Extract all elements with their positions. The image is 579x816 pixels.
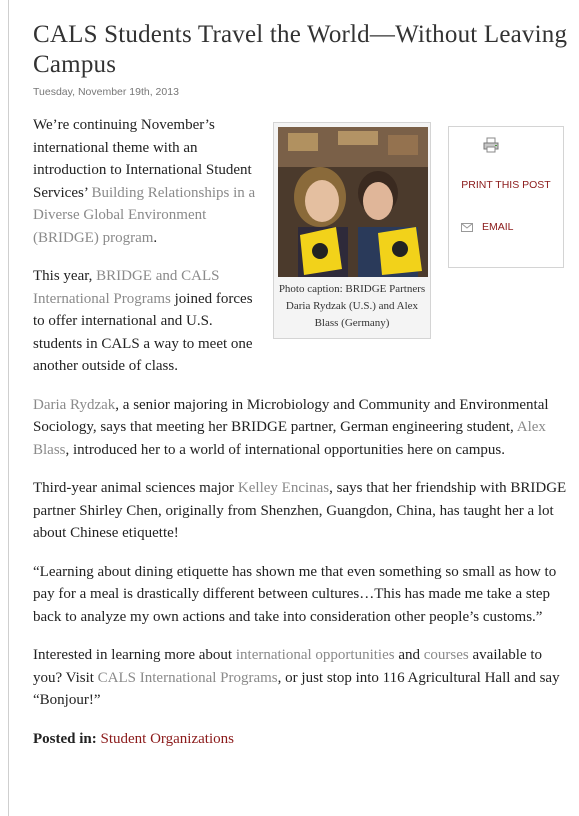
paragraph-6: [33, 644, 568, 712]
article-body: [33, 114, 568, 750]
p2-text-1: This year,: [33, 268, 97, 284]
courses-link[interactable]: courses: [423, 647, 469, 663]
daria-rydzak-link[interactable]: Daria Rydzak: [33, 396, 116, 413]
photo-figure: [273, 122, 431, 339]
international-opportunities-link[interactable]: international opportunities: [235, 647, 395, 663]
p1-text-2: .: [153, 229, 158, 246]
students-photo: [278, 127, 428, 277]
category-link[interactable]: Student Organizations: [100, 730, 234, 747]
p3-text-1: , a senior majoring in Microbiology and Community and Environmental Sociology, says that meeting her BRIDGE partner, German engineering student,: [33, 396, 549, 435]
p2-text-2: joined forces to offer international and U.S. students in CALS a way to meet one another outside of class.: [33, 290, 253, 374]
alex-blass-link[interactable]: Alex Blass: [33, 419, 546, 458]
students-photo-illustration: [278, 127, 428, 277]
posted-in: [33, 728, 568, 750]
photo-caption: Photo caption: BRIDGE Partners Daria Rydzak (U.S.) and Alex Blass (Germany): [278, 283, 426, 329]
p6-text-4: , or just stop into 116 Agricultural Hall and say “Bonjour!”: [33, 669, 560, 708]
paragraph-3: [33, 394, 568, 462]
article-title: CALS Students Travel the World—Without Leaving Campus: [33, 21, 568, 78]
left-border-rule: [8, 0, 9, 816]
p4-text-1: Third-year animal sciences major: [33, 480, 238, 496]
kelley-encinas-link[interactable]: Kelley Encinas: [237, 480, 330, 496]
bridge-cals-link[interactable]: BRIDGE and CALS International Programs: [33, 268, 220, 307]
p3-text-2: , introduced her to a world of international opportunities here on campus.: [65, 441, 505, 458]
paragraph-4: [33, 477, 568, 545]
p6-text-3: available to you? Visit: [33, 647, 543, 686]
p6-text-1: Interested in learning more about: [33, 647, 236, 663]
posted-in-label: Posted in:: [33, 730, 97, 747]
post-date: Tuesday, November 19th, 2013: [33, 86, 179, 98]
p6-text-2: and: [394, 647, 424, 663]
quote-paragraph: “Learning about dining etiquette has shown me that even something so small as how to pay for a meal is drastically different between cultures…This has made me take a step back to analyze my own actions and take into consideration other people’s customs.”: [33, 563, 557, 625]
article: [33, 20, 568, 750]
p4-text-2: , says that her friendship with BRIDGE partner Shirley Chen, originally from Shenzhen, Guangdon, China, has taught her a lot about Chinese etiquette!: [33, 480, 567, 541]
print-post-link[interactable]: PRINT THIS POST: [461, 179, 551, 191]
email-link[interactable]: EMAIL: [482, 221, 514, 233]
bridge-program-link[interactable]: Building Relationships in a Diverse Global Environment (BRIDGE) program: [33, 184, 256, 246]
cals-international-programs-link[interactable]: CALS International Programs: [97, 669, 278, 686]
p1-text-1: We’re continuing November’s international theme with an introduction to International Student Services’: [33, 117, 252, 201]
